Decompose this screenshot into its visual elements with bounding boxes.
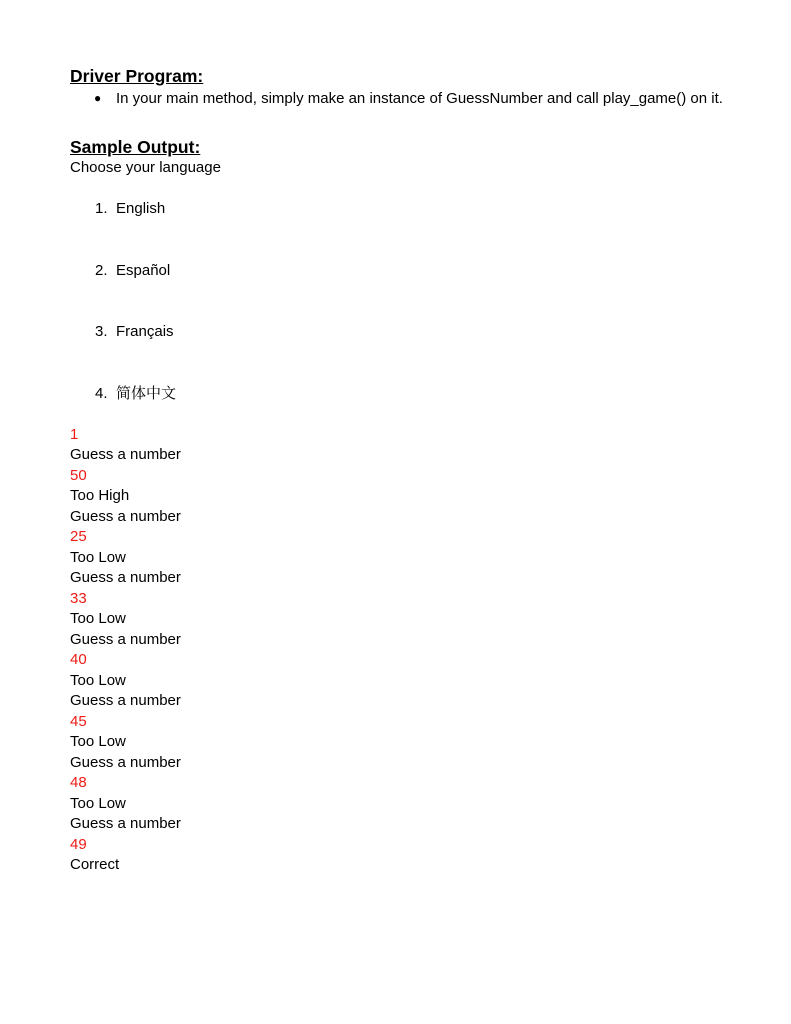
driver-bullet-list <box>70 88 730 109</box>
sample-output-block <box>70 158 730 876</box>
sample-output-heading: Sample Output: <box>70 137 201 157</box>
driver-bullet-text: In your main method, simply make an instance of GuessNumber and call play_game() on it. <box>116 90 723 107</box>
guess-prompt: Guess a number <box>70 753 181 771</box>
guess-response: Too Low <box>70 794 126 812</box>
guess-prompt: Guess a number <box>70 569 181 586</box>
language-choice-input: 1 <box>70 425 79 443</box>
guess-input: 25 <box>70 528 87 545</box>
driver-bullet-item <box>70 88 730 109</box>
guess-input: 40 <box>70 651 87 668</box>
guess-input: 33 <box>70 589 87 607</box>
guess-input: 49 <box>70 835 87 853</box>
guess-response: Too Low <box>70 733 126 750</box>
guess-response: Too Low <box>70 610 126 627</box>
language-option <box>70 179 730 241</box>
guess-prompt: Guess a number <box>70 692 181 709</box>
language-option <box>70 240 730 302</box>
guess-prompt: Guess a number <box>70 815 181 832</box>
driver-program-heading: Driver Program: <box>70 66 204 86</box>
guess-prompt: Guess a number <box>70 446 181 463</box>
language-option-label: Español <box>116 261 171 279</box>
guess-input: 45 <box>70 712 87 730</box>
language-prompt: Choose your language <box>70 159 221 176</box>
document-page <box>70 66 730 876</box>
language-option <box>70 363 730 425</box>
guess-prompt: Guess a number <box>70 630 181 648</box>
language-option-label: 简体中文 <box>116 384 177 402</box>
guess-input: 48 <box>70 774 87 791</box>
language-option-label: Français <box>116 323 174 340</box>
guess-response: Too High <box>70 487 130 504</box>
language-option <box>70 302 730 364</box>
language-option-number: 3. <box>95 323 108 340</box>
guess-prompt: Guess a number <box>70 507 181 525</box>
guess-response: Too Low <box>70 671 126 689</box>
language-option-number: 4. <box>95 384 108 402</box>
guess-response: Too Low <box>70 548 126 566</box>
language-option-label: English <box>116 200 166 217</box>
guess-input: 50 <box>70 466 87 484</box>
language-option-number: 1. <box>95 200 108 217</box>
language-option-number: 2. <box>95 261 108 279</box>
guess-response: Correct <box>70 856 120 873</box>
bullet-icon: ● <box>94 91 102 105</box>
